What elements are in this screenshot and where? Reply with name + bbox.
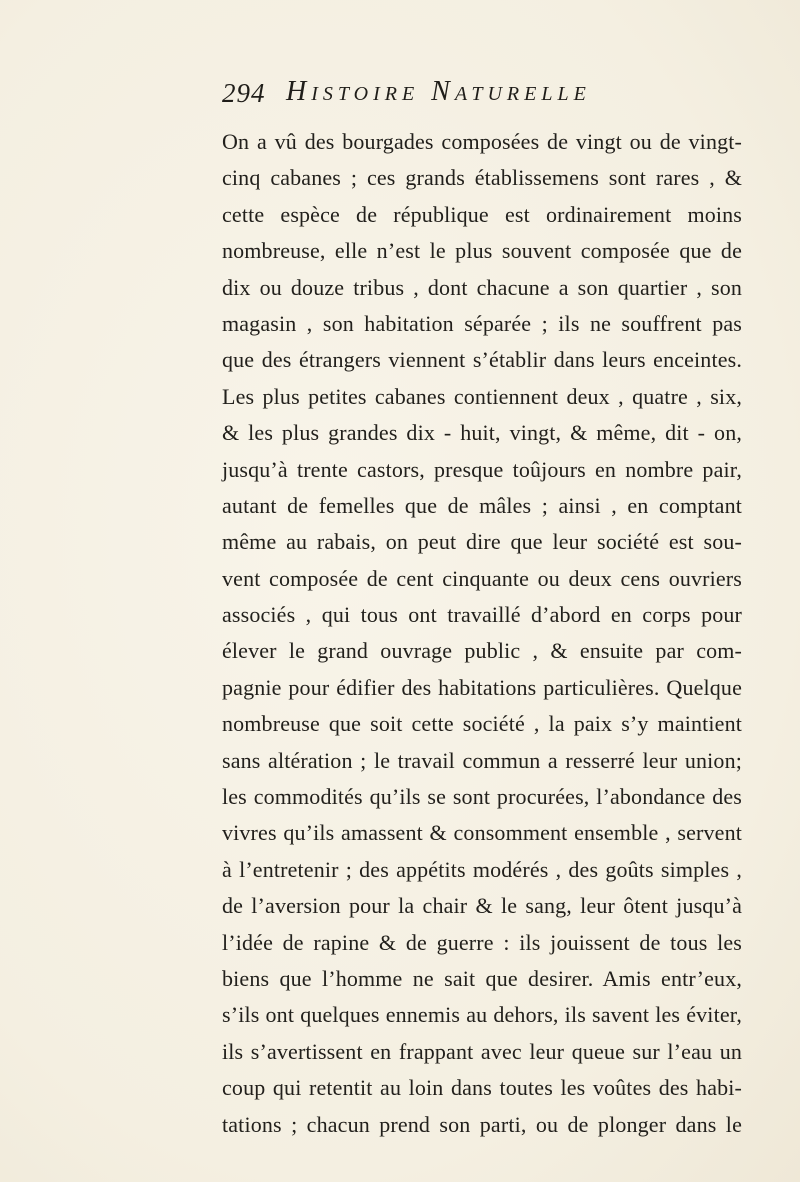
text-line: jusqu’à trente castors, presque toûjours en nombre pair, xyxy=(222,456,742,482)
text-line: magasin , son habitation séparée ; ils ne souffrent pas xyxy=(222,310,742,336)
text-line: associés , qui tous ont travaillé d’abord en corps pour xyxy=(222,602,742,628)
text-line: cette espèce de république est ordinairement moins xyxy=(222,201,742,227)
text-line: l’idée de rapine & de guerre : ils jouissent de tous les xyxy=(222,929,742,955)
running-title: Histoire Naturelle xyxy=(286,76,591,107)
text-line: s’ils ont quelques ennemis au dehors, ils savent les éviter, xyxy=(222,1002,742,1028)
text-line: à l’entretenir ; des appétits modérés , des goûts simples , xyxy=(222,856,742,882)
text-line: Les plus petites cabanes contiennent deux , quatre , six, xyxy=(222,383,742,409)
body-text xyxy=(222,124,742,1143)
page-header xyxy=(222,76,682,116)
text-line: & les plus grandes dix - huit, vingt, & même, dit - on, xyxy=(222,420,742,446)
text-line: ils s’avertissent en frappant avec leur queue sur l’eau un xyxy=(222,1038,742,1064)
text-line: élever le grand ouvrage public , & ensuite par com- xyxy=(222,638,742,664)
text-line: pagnie pour édifier des habitations particulières. Quelque xyxy=(222,674,742,700)
text-line: On a vû des bourgades composées de vingt ou de vingt- xyxy=(222,129,742,154)
text-line: coup qui retentit au loin dans toutes les voûtes des habi- xyxy=(222,1075,742,1101)
text-line: de l’aversion pour la chair & le sang, leur ôtent jusqu’à xyxy=(222,893,742,919)
text-line: cinq cabanes ; ces grands établissemens sont rares , & xyxy=(222,165,742,191)
text-line: vivres qu’ils amassent & consomment ensemble , servent xyxy=(222,820,742,846)
text-line: vent composée de cent cinquante ou deux cens ouvriers xyxy=(222,565,742,591)
text-line: dix ou douze tribus , dont chacune a son quartier , son xyxy=(222,274,742,300)
text-line: nombreuse que soit cette société , la paix s’y maintient xyxy=(222,711,742,737)
text-line: tations ; chacun prend son parti, ou de plonger dans le xyxy=(222,1111,742,1137)
text-line: que des étrangers viennent s’établir dans leurs enceintes. xyxy=(222,347,742,373)
text-line: biens que l’homme ne sait que desirer. Amis entr’eux, xyxy=(222,965,742,991)
text-line: même au rabais, on peut dire que leur société est sou- xyxy=(222,529,742,555)
text-line: les commodités qu’ils se sont procurées, l’abondance des xyxy=(222,784,742,810)
text-line: autant de femelles que de mâles ; ainsi , en comptant xyxy=(222,492,742,518)
text-line: sans altération ; le travail commun a resserré leur union; xyxy=(222,747,742,773)
page-number: 294 xyxy=(222,78,266,108)
text-line: nombreuse, elle n’est le plus souvent composée que de xyxy=(222,238,742,264)
